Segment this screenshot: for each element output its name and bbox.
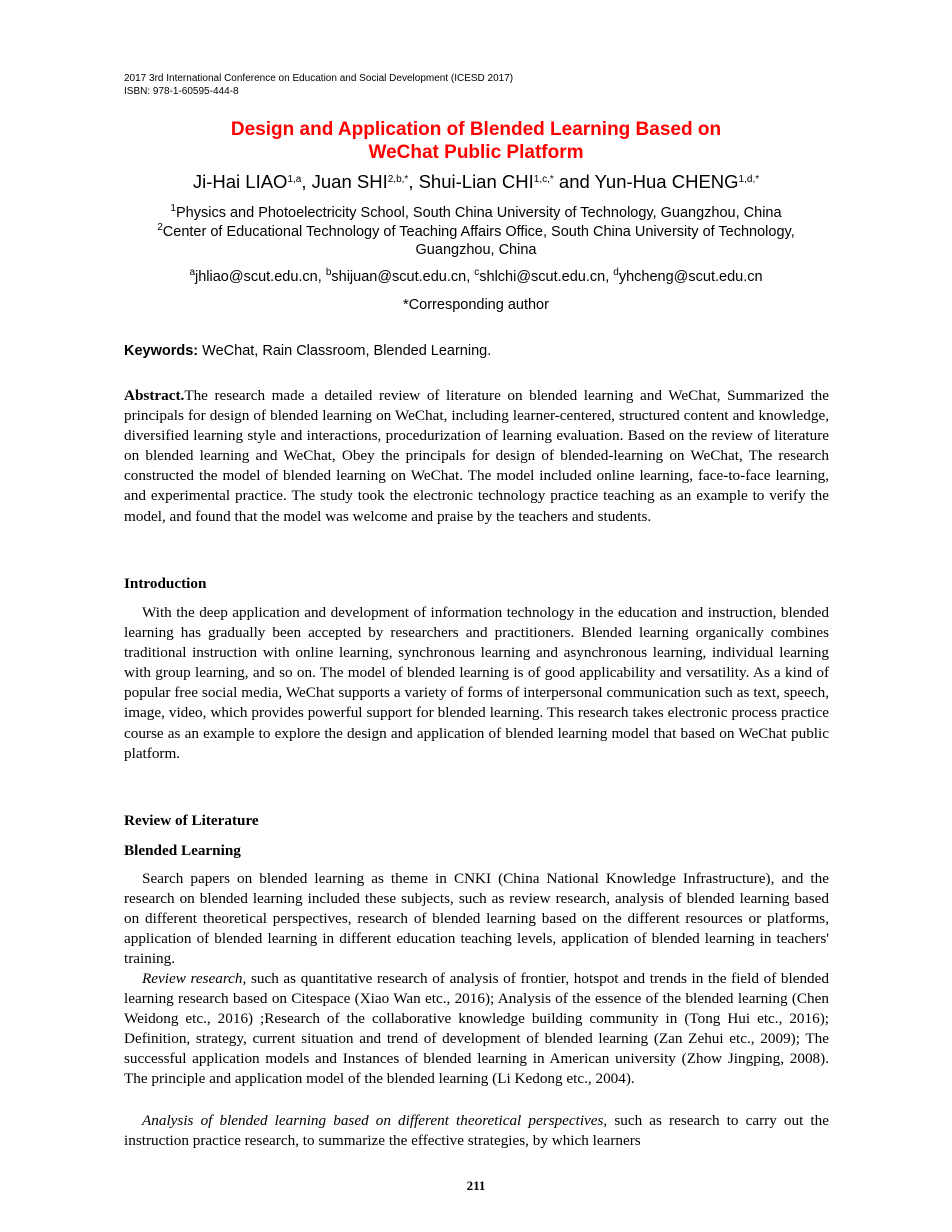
email-list — [124, 268, 828, 286]
keywords-text: WeChat, Rain Classroom, Blended Learning. — [198, 343, 492, 359]
affiliation-text: Physics and Photoelectricity School, South China University of Technology, Guangzhou, China — [175, 205, 782, 221]
corresponding-author-note: *Corresponding author — [403, 297, 549, 313]
affiliation-1 — [124, 204, 828, 223]
theoretical-perspectives-label: Analysis of blended learning based on different theoretical perspectives, — [142, 1112, 608, 1129]
author-affil-sup: 1,c,* — [533, 174, 554, 185]
email-sup: a — [189, 267, 196, 278]
affiliation-sup: 1 — [170, 203, 176, 214]
abstract — [124, 386, 829, 527]
author-separator: , — [301, 171, 312, 192]
conference-name: 2017 3rd International Conference on Education and Social Development (ICESD 2017) — [124, 73, 514, 84]
abstract-text: The research made a detailed review of literature on blended learning and WeChat, Summarized the principals for design of blended learning on WeChat, including learner-centered, structured content and knowledge, diversified learning style and interactions, procedurization of learning evaluation. Based on the review of literature on blended learning and WeChat, Obey the principals for design of blended-learning on WeChat, The research constructed the model of blended learning on WeChat. The model included online learning, face-to-face learning, and experimental practice. The study took the electronic technology practice teaching as an example to verify the model, and found that the model was welcome and praise by the teachers and students. — [124, 387, 829, 525]
affiliation-sup: 2 — [157, 221, 163, 233]
author-affil-sup: 1,d,* — [738, 174, 760, 185]
email-link[interactable]: shijuan@scut.edu.cn, — [331, 269, 475, 285]
section-heading-review: Review of Literature — [124, 812, 259, 829]
email-link[interactable]: jhliao@scut.edu.cn, — [195, 269, 326, 285]
page-number: 211 — [466, 1178, 486, 1193]
author-affil-sup: 2,b,* — [387, 174, 409, 185]
review-paragraph-3-text: such as research to carry out the instruction practice research, to summarize the effective strategies, by which learners — [124, 1112, 829, 1150]
section-heading-introduction: Introduction — [124, 575, 207, 592]
author-name: Shui-Lian CHI — [418, 171, 534, 192]
author-name: Juan SHI — [311, 171, 388, 192]
email-sup: b — [325, 267, 332, 278]
title-line-1: Design and Application of Blended Learning Based on — [230, 119, 722, 140]
review-paragraph-1: Search papers on blended learning as theme in CNKI (China National Knowledge Infrastructure), and the research on blended learning included these subjects, such as review research, analysis of blended learning based on different theoretical perspectives, research of blended learning based on the different resources or platforms, application of blended learning in different education teaching levels, application of blended learning in teachers' training. — [124, 870, 829, 968]
affiliation-text: Center of Educational Technology of Teaching Affairs Office, South China University of Technology, Guangzhou, China — [162, 223, 795, 258]
review-research-label: Review research, — [142, 970, 247, 987]
author-name: Yun-Hua CHENG — [594, 171, 739, 192]
review-paragraph-2 — [124, 969, 829, 1090]
affiliation-2 — [124, 223, 828, 260]
author-list — [124, 170, 828, 194]
email-link[interactable]: shlchi@scut.edu.cn, — [479, 269, 614, 285]
review-paragraph-2-text: such as quantitative research of analysis of frontier, hotspot and trends in the field of blended learning research based on Citespace (Xiao Wan etc., 2016); Analysis of the essence of the blended learning (Chen Weidong etc., 2016) ;Research of the collaborative knowledge building community in (Tong Hui etc., 2016); Definition, strategy, current situation and trend of development of blended learning (Zan Zehui etc., 2009); The successful application models and Instances of blended learning in American university (Zhow Jingping, 2008). The principle and application model of the blended learning (Li Kedong etc., 2004). — [124, 970, 829, 1088]
author-separator: and — [553, 171, 595, 192]
abstract-label: Abstract. — [124, 387, 185, 404]
keywords-label: Keywords: — [124, 343, 199, 359]
email-sup: c — [474, 267, 480, 278]
email-sup: d — [613, 267, 619, 278]
author-name: Ji-Hai LIAO — [192, 171, 288, 192]
subsection-heading-blended-learning: Blended Learning — [124, 842, 241, 859]
keywords — [124, 342, 828, 360]
conference-header — [124, 72, 513, 98]
title-line-2: WeChat Public Platform — [368, 142, 584, 163]
affiliations — [124, 204, 828, 260]
email-link[interactable]: yhcheng@scut.edu.cn — [618, 269, 763, 285]
paper-title — [124, 118, 828, 164]
author-affil-sup: 1,a — [287, 174, 302, 185]
review-paragraph-3 — [124, 1111, 829, 1151]
author-separator: , — [408, 171, 419, 192]
introduction-paragraph: With the deep application and development of information technology in the education and instruction, blended learning has gradually been accepted by researchers and practitioners. Blended learning organically combines traditional instruction with online learning, synchronous learning and asynchronous learning, individual learning with group learning, and so on. The model of blended learning is of good applicability and versatility. As a kind of popular free social media, WeChat supports a variety of forms of interpersonal communication such as text, speech, image, video, which provides powerful support for blended learning. This research takes electronic process practice course as an example to explore the design and application of blended learning model that based on WeChat public platform. — [124, 604, 829, 762]
isbn: ISBN: 978-1-60595-444-8 — [124, 86, 239, 97]
